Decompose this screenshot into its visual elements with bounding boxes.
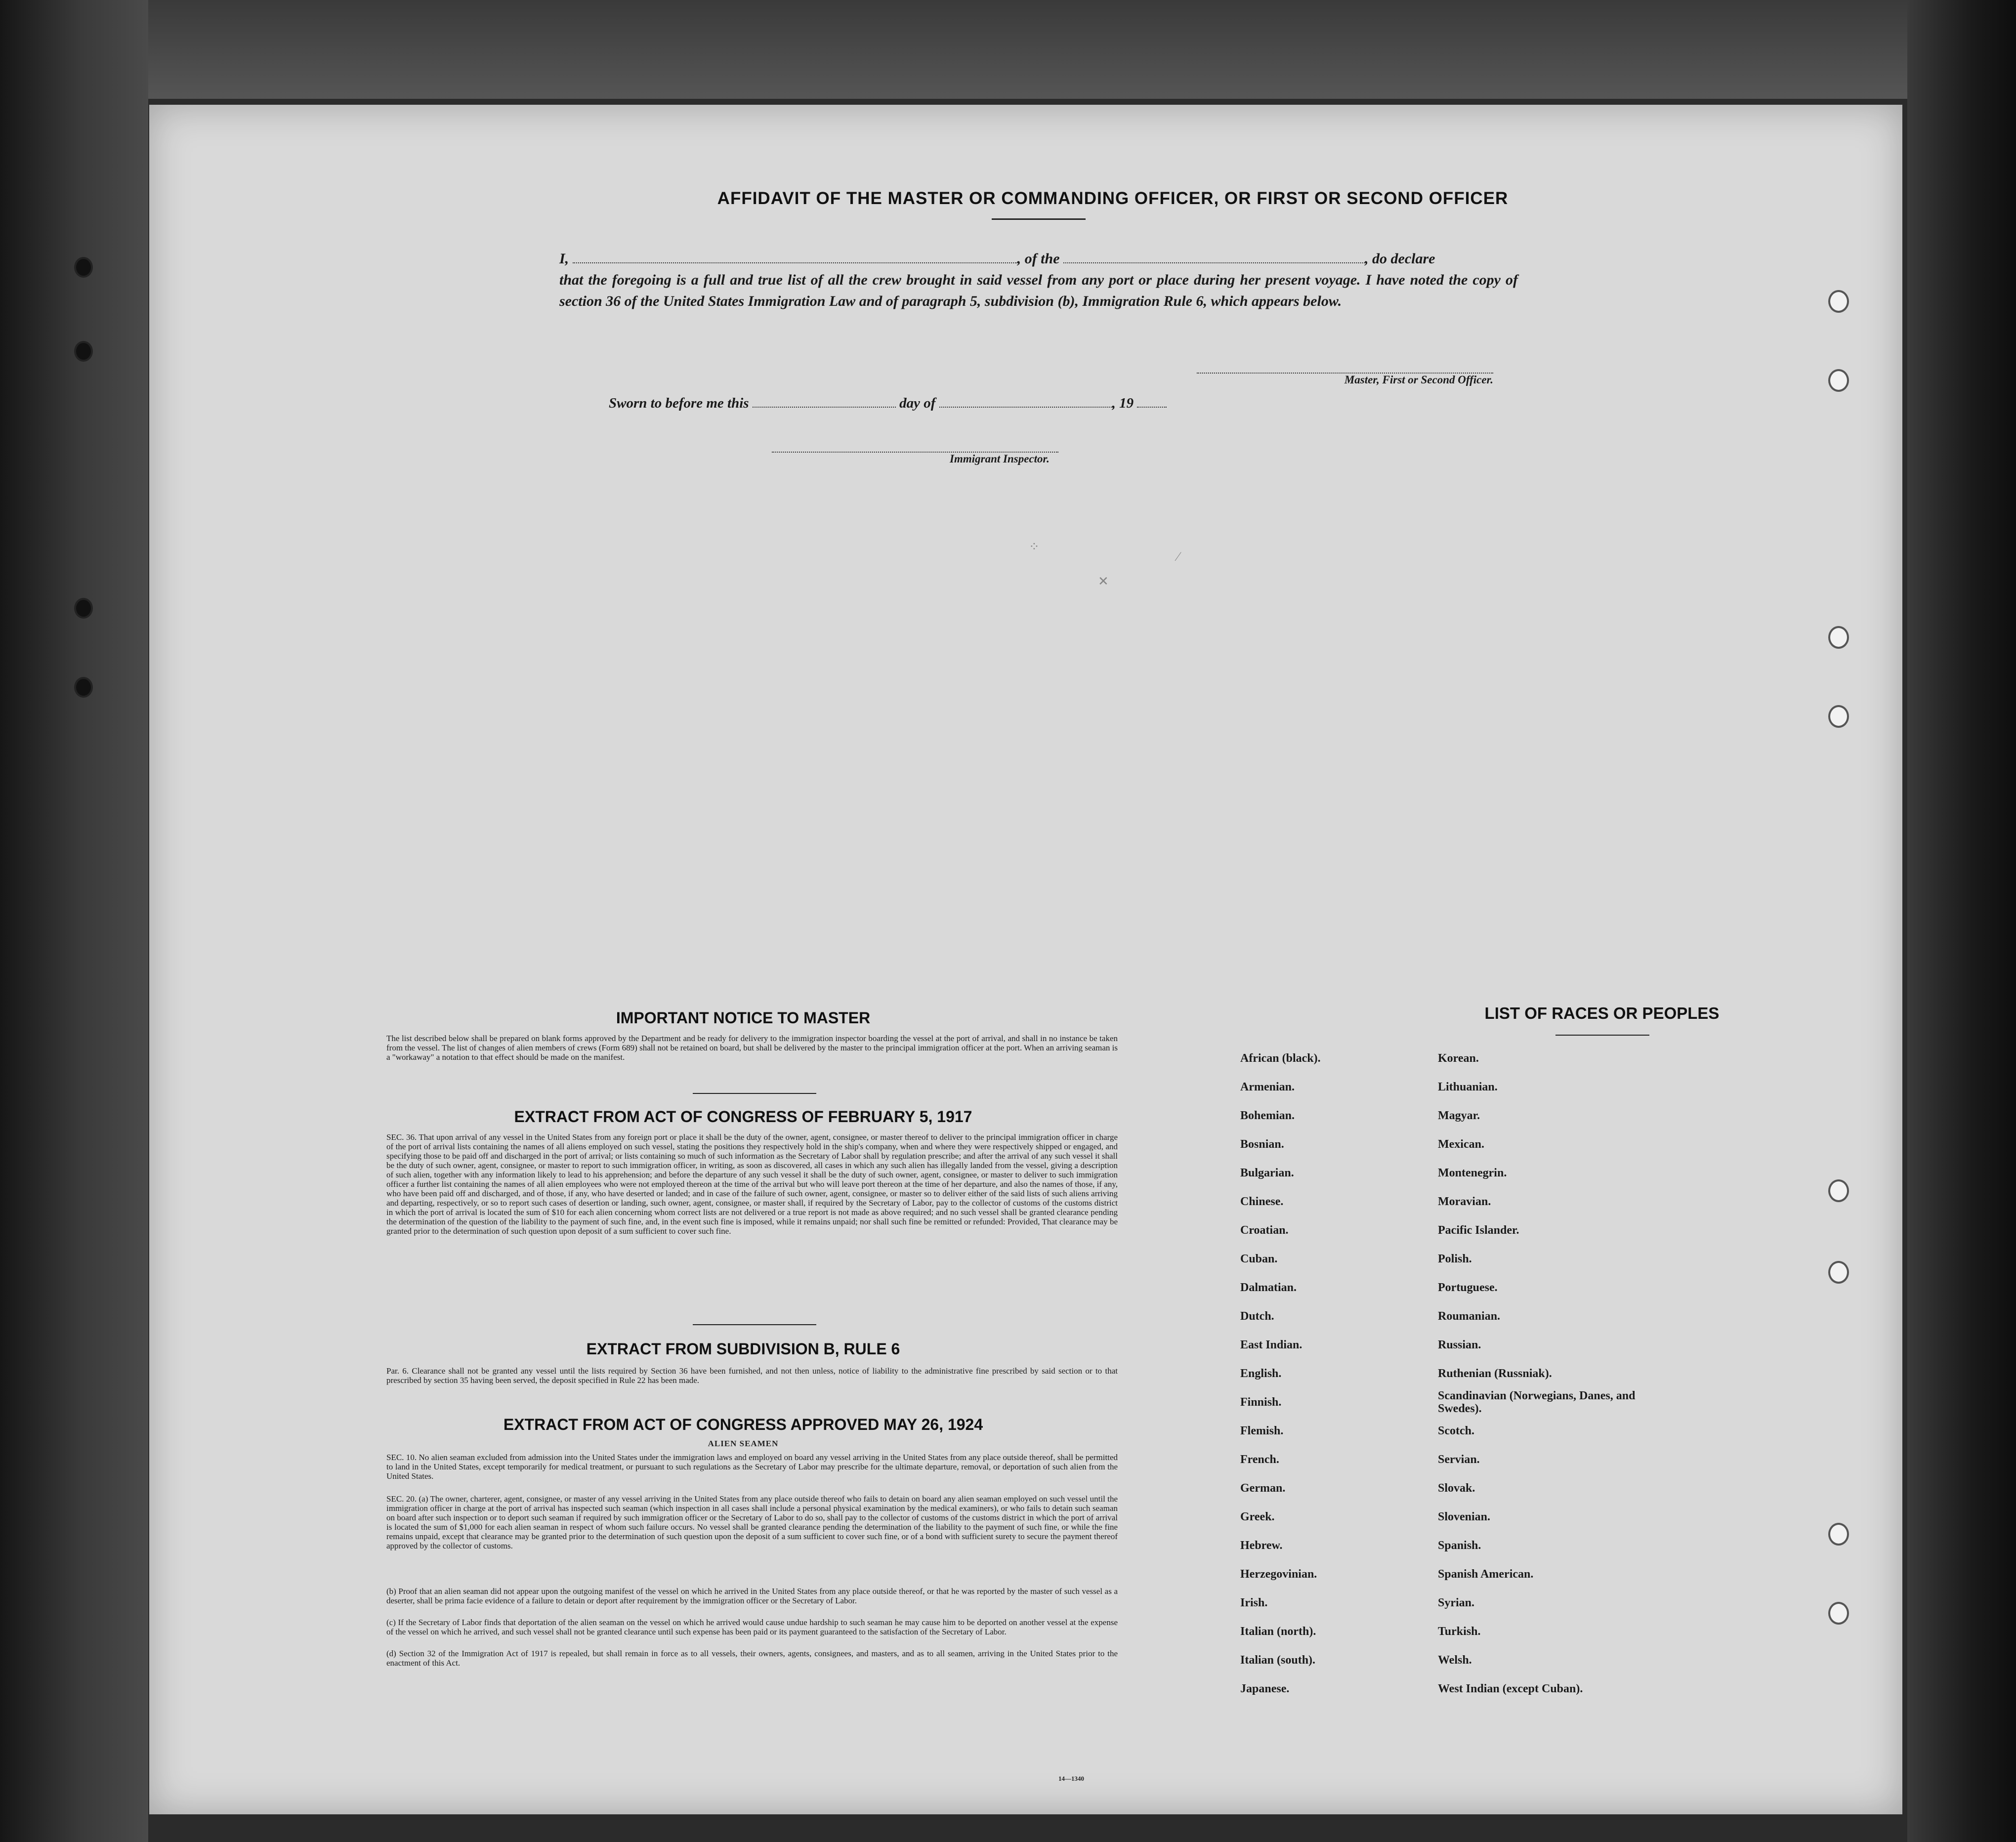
extract-1924-section20d: (d) Section 32 of the Immigration Act of 1917 is repealed, but shall remain in force as to all vessels, their owners, agents, consignees, and masters, and as to all seamen, arriving in the United States prior to the enactment of this Act. [386, 1649, 1118, 1668]
race-item: Magyar. [1438, 1109, 1480, 1122]
affidavit-body: that the foregoing is a full and true list of all the crew brought in said vessel from any port or place during her present voyage. I have noted the copy of section 36 of the United States Immigration Law and of paragraph 5, subdivision (b), Immigration Rule 6, which appears below. [559, 272, 1518, 309]
race-item: Flemish. [1240, 1424, 1284, 1437]
name-blank-field[interactable] [573, 251, 1017, 263]
inspector-block [772, 441, 1167, 465]
form-number: 14—1340 [1058, 1775, 1084, 1782]
punch-hole-icon [1828, 1602, 1849, 1625]
punch-hole-icon [1828, 705, 1849, 728]
race-item: East Indian. [1240, 1339, 1302, 1351]
race-item: Moravian. [1438, 1195, 1491, 1208]
extract-rule6-text: Par. 6. Clearance shall not be granted any vessel until the lists required by Section 36 have been furnished, and not then unless, notice of liability to the administrative fine prescribed by said section or to that prescribed by section 35 having been served, the deposit specified in Rule 22 has been made. [386, 1366, 1118, 1385]
section-divider [693, 1324, 816, 1325]
bleed-through-mark: ⁄ [1177, 549, 1179, 564]
alien-seamen-subtitle: ALIEN SEAMEN [708, 1439, 779, 1448]
sworn-month-field[interactable] [939, 396, 1112, 408]
races-divider [1555, 1035, 1649, 1036]
race-item: Bosnian. [1240, 1138, 1284, 1151]
affidavit-i: I, [559, 251, 569, 267]
race-item: African (black). [1240, 1052, 1321, 1065]
punch-hole-icon [1828, 290, 1849, 313]
inspector-signature-field[interactable] [772, 441, 1058, 453]
scan-background-right [1907, 0, 2016, 1842]
punch-hole-icon [1828, 1523, 1849, 1546]
affidavit-title: AFFIDAVIT OF THE MASTER OR COMMANDING OFFICER, OR FIRST OR SECOND OFFICER [717, 189, 1509, 208]
punch-hole-icon [74, 677, 93, 698]
extract-1924-section10: SEC. 10. No alien seaman excluded from admission into the United States under the immigration laws and employed on board any vessel arriving in the United States from any place outside thereof, shall be permitted to land in the United States, except temporarily for medical treatment, or pursuant to such regulations as the Secretary of Labor may prescribe for the ultimate departure, removal, or deportation of such alien from the United States. [386, 1453, 1118, 1481]
race-item: Scandinavian (Norwegians, Danes, and Swedes). [1438, 1389, 1636, 1415]
bleed-through-mark: ✕ [1098, 574, 1109, 588]
scan-background-left [0, 0, 148, 1842]
sworn-day-of: day of [899, 395, 936, 411]
race-item: Spanish American. [1438, 1568, 1534, 1581]
punch-hole-icon [74, 257, 93, 278]
master-signature-block [1187, 362, 1493, 386]
punch-hole-icon [74, 598, 93, 619]
race-item: French. [1240, 1453, 1279, 1466]
races-title: LIST OF RACES OR PEOPLES [1484, 1004, 1720, 1022]
race-item: Mexican. [1438, 1138, 1484, 1151]
race-item: German. [1240, 1482, 1286, 1495]
race-item: Italian (south). [1240, 1654, 1316, 1667]
race-item: Korean. [1438, 1052, 1479, 1065]
extract-rule6-title: EXTRACT FROM SUBDIVISION B, RULE 6 [586, 1340, 900, 1358]
sworn-prefix: Sworn to before me this [609, 395, 749, 411]
race-item: Finnish. [1240, 1396, 1282, 1409]
race-item: Slovak. [1438, 1482, 1475, 1495]
extract-1924-section20b: (b) Proof that an alien seaman did not appear upon the outgoing manifest of the vessel on which he arrived in the United States from any place outside thereof, or that he was reported by the master of such vessel as a deserter, shall be prima facie evidence of a failure to detain or deport after requirement by the immigration officer or the Secretary of Labor. [386, 1587, 1118, 1605]
declaration-line [559, 248, 1518, 269]
sworn-year-field[interactable] [1137, 396, 1167, 408]
extract-1924-section20c: (c) If the Secretary of Labor finds that deportation of the alien seaman on the vessel on which he arrived would cause undue hardship to such seaman he may cause him to be deported on another vessel at the expense of the vessel on which he arrived, and such vessel shall not be granted clearance until such expense has been paid or its payment guaranteed to the satisfaction of the Secretary of Labor. [386, 1618, 1118, 1636]
extract-1917-text: SEC. 36. That upon arrival of any vessel in the United States from any foreign port or place it shall be the duty of the owner, agent, consignee, or master thereof to deliver to the principal immigration officer in charge of the port of arrival lists containing the names of all aliens employed on such vessel, stating the positions they respectively hold in the ship's company, when and where they were respectively shipped or engaged, and specifying those to be paid off and discharged in the port of arrival; or lists containing so much of such information as the Secretary of Labor shall by regulation prescribe; and after the arrival of any such vessel it shall be the duty of such owner, agent, consignee, or master to report to such immigration officer, in writing, as soon as discovered, all cases in which any such alien has illegally landed from the vessel, giving a description of such alien, together with any information likely to lead to his apprehension; and before the departure of any such vessel it shall be the duty of such owner, agent, consignee, or master to deliver to such immigration officer a further list containing the names of all alien employees who were not employed thereon at the time of the arrival but who will leave port thereon at the time of her departure, and also the names of those, if any, who have been paid off and discharged, and of those, if any, who have deserted or landed; and in case of the failure of such owner, agent, consignee, or master so to deliver either of the said lists of such aliens arriving and departing, respectively, or so to report such cases of desertion or landing, such owner, agent, consignee, or master shall, if required by the Secretary of Labor, pay to the collector of customs of the customs district in which the port of arrival is located the sum of $10 for each alien concerning whom correct lists are not delivered or a true report is not made as above required; and no such vessel shall be granted clearance pending the determination of the question of the liability to the payment of such fine, and, in the event such fine is imposed, while it remains unpaid; nor shall such fine be remitted or refunded: Provided, That clearance may be granted prior to the determination of such question upon deposit of a sum sufficient to cover such fine. [386, 1132, 1118, 1236]
race-item: Bulgarian. [1240, 1167, 1294, 1179]
race-item: Spanish. [1438, 1539, 1481, 1552]
affidavit-of-the: , of the [1017, 251, 1060, 267]
race-item: Portuguese. [1438, 1281, 1498, 1294]
sworn-line [609, 395, 1350, 412]
race-item: Dalmatian. [1240, 1281, 1297, 1294]
race-item: Cuban. [1240, 1253, 1278, 1265]
race-item: Italian (north). [1240, 1625, 1316, 1638]
sworn-date-field[interactable] [753, 396, 896, 408]
affidavit-declaration [559, 248, 1518, 312]
race-item: Dutch. [1240, 1310, 1274, 1323]
extract-1924-section20a: SEC. 20. (a) The owner, charterer, agent, consignee, or master of any vessel arriving in the United States from any place outside thereof who fails to detain on board any alien seaman employed on such vessel until the immigration officer in charge at the port of arrival has inspected such seaman (which inspection in all cases shall include a personal physical examination by the medical examiners), or who fails to detain such seaman on board after such inspection or to deport such seaman if required by such immigration officer or the Secretary of Labor to do so, shall pay to the collector of customs of the customs district in which the port of arrival is located the sum of $1,000 for each alien seaman in respect of whom such failure occurs. No vessel shall be granted clearance pending the determination of the liability to the payment of such fine, or while the fine remains unpaid, except that clearance may be granted prior to the determination of such question upon the deposit of a sum sufficient to cover such fine, or of a bond with sufficient surety to secure the payment thereof approved by the collector of customs. [386, 1494, 1118, 1550]
sworn-year: , 19 [1112, 395, 1134, 411]
race-item: Chinese. [1240, 1195, 1284, 1208]
notice-text: The list described below shall be prepared on blank forms approved by the Department and be ready for delivery to the immigration inspector boarding the vessel at the port of arrival, and shall in no instance be taken from the vessel. The list of changes of alien members of crews (Form 689) shall not be retained on board, but shall be delivered by the master to the principal immigration officer at the port. When an arriving seaman is a "workaway" a notation to that effect should be made on the manifest. [386, 1034, 1118, 1062]
affidavit-declare: , do declare [1365, 251, 1435, 267]
race-item: Syrian. [1438, 1596, 1475, 1609]
race-item: Montenegrin. [1438, 1167, 1507, 1179]
race-item: Servian. [1438, 1453, 1480, 1466]
race-item: Turkish. [1438, 1625, 1481, 1638]
punch-hole-icon [1828, 369, 1849, 392]
extract-1917-title: EXTRACT FROM ACT OF CONGRESS OF FEBRUARY 5, 1917 [514, 1108, 972, 1126]
race-item: Polish. [1438, 1253, 1472, 1265]
bleed-through-mark: ⁘ [1029, 540, 1040, 554]
race-item: Irish. [1240, 1596, 1268, 1609]
race-item: Slovenian. [1438, 1510, 1491, 1523]
race-item: Scotch. [1438, 1424, 1474, 1437]
race-item: Japanese. [1240, 1682, 1290, 1695]
race-item: English. [1240, 1367, 1282, 1380]
race-item: Lithuanian. [1438, 1081, 1498, 1093]
race-item: Ruthenian (Russniak). [1438, 1367, 1552, 1380]
race-item: Pacific Islander. [1438, 1224, 1519, 1237]
punch-hole-icon [1828, 1261, 1849, 1284]
section-divider [693, 1093, 816, 1094]
extract-1924-title: EXTRACT FROM ACT OF CONGRESS APPROVED MAY 26, 1924 [503, 1416, 983, 1433]
punch-hole-icon [1828, 1179, 1849, 1202]
punch-hole-icon [1828, 626, 1849, 649]
notice-title: IMPORTANT NOTICE TO MASTER [616, 1009, 871, 1027]
race-item: Greek. [1240, 1510, 1275, 1523]
vessel-blank-field[interactable] [1063, 251, 1365, 263]
punch-hole-icon [74, 341, 93, 362]
scan-background-top [0, 0, 2016, 99]
race-item: Hebrew. [1240, 1539, 1283, 1552]
master-signature-field[interactable] [1197, 362, 1493, 374]
race-item: Bohemian. [1240, 1109, 1295, 1122]
race-item: Armenian. [1240, 1081, 1295, 1093]
race-item: Croatian. [1240, 1224, 1289, 1237]
race-item: Roumanian. [1438, 1310, 1501, 1323]
race-item: Welsh. [1438, 1654, 1472, 1667]
master-signature-caption: Master, First or Second Officer. [1344, 374, 1493, 386]
inspector-caption: Immigrant Inspector. [950, 453, 1050, 465]
race-item: West Indian (except Cuban). [1438, 1682, 1583, 1695]
title-divider [992, 218, 1086, 220]
document-page [149, 105, 1902, 1814]
race-item: Herzegovinian. [1240, 1568, 1317, 1581]
race-item: Russian. [1438, 1339, 1481, 1351]
